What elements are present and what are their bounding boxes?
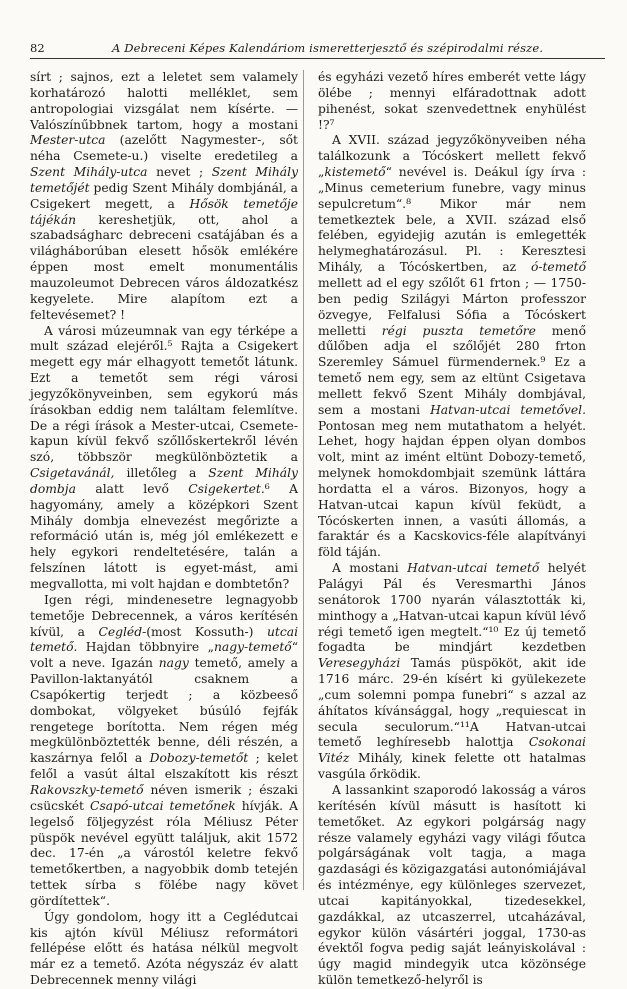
left-text-column [30, 70, 298, 989]
text-run: Hajdan többnyire „ [77, 640, 214, 655]
paragraph [318, 70, 586, 133]
italic-text: Rakovszky-temető [30, 782, 144, 797]
italic-text: nagy-temető [213, 640, 292, 655]
italic-text: Dobozy-temetőt [149, 751, 249, 766]
text-run: mellett ad el egy szőlőt 61 frton ; — 1750-ben pedig Szilágyi Márton professzor özvegye, Felfalusi Sófia a Tócóskert melletti [318, 275, 586, 338]
paragraph [30, 324, 298, 593]
text-run: illetőleg a [114, 466, 209, 481]
text-run: sírt ; sajnos, ezt a leletet sem valamely korhatározó halotti melléklet, sem antropologiai vizsgálat nem kísérte. — Valószínűbbnek tartom, hogy a mostani [30, 70, 298, 132]
paragraph [30, 70, 298, 324]
text-run: A mostani [332, 561, 408, 576]
italic-text: nagy [158, 656, 189, 671]
italic-text: kistemető [324, 165, 386, 180]
italic-text: Csokonai Vitéz [318, 735, 586, 766]
text-run: alatt levő [75, 481, 189, 496]
text-run: és egyházi vezető híres emberét vette lágy ölébe ; mennyi elfáradottnak adott pihenést, sokat szenvedettnek enyhülést !?⁷ [318, 70, 586, 132]
text-run: Úgy gondolom, hogy itt a Ceglédutcai kis ajtón kívül Méliusz reformátori fellépése előtt és hatása nélkül megvolt már ez a temető. Azóta négyszáz év alatt Debrecennek menny világi [30, 909, 298, 988]
italic-text: Hatvan-utcai temető [407, 561, 540, 576]
italic-text: utcai temető. [30, 624, 298, 655]
text-run: ; kelet felől a vasút által elszakított kis részt [30, 751, 298, 782]
text-run: hívják. A legelső följegyzést róla Méliusz Péter püspök nevével együtt találjuk, akit 1572 dec. 17-én „a várostól keletre fekvő temetőkertben, a nagyobbik domb tetején tettek sírba s fölébe nagy követ gördítettek“. [30, 798, 298, 908]
paragraph [30, 593, 298, 910]
text-run: helyét Palágyi Pál és Veresmarthi János senátorok 1700 nyarán választották ki, minthogy a „Hatvan-utcai kapun kívül lévő régi temető igen megtelt.“¹⁰ Ez új temető fogadta be mindjárt kezdetben [318, 561, 586, 655]
text-run: “ nevével is. Deákul így írva : „Minus cemeterium funebre, vagy minus sepulcretum“.⁸ Mikor már nem temetkeztek bele, a XVII. század első felében, egyidejig azután is emlegették helymeghatározásul. Pl. : Keresztesi Mihály, a Tócóskertben, az [318, 165, 586, 275]
italic-text: Csapó-utcai temetőnek [90, 798, 236, 813]
italic-text: Veresegyházi [318, 656, 401, 671]
italic-text: Cegléd- [98, 624, 147, 639]
text-run: pedig Szent Mihály dombjánál, a Csigekert megett, a [30, 180, 298, 211]
paragraph [318, 133, 586, 561]
italic-text: Szent Mihály temetőjét [30, 165, 299, 195]
italic-text: Szent Mihály dombja [30, 466, 298, 496]
italic-text: Mester-utca [30, 133, 106, 148]
page-number: 82 [30, 41, 45, 55]
paragraph [30, 910, 298, 989]
text-run: A XVII. század jegyzőkönyveiben néha találkozunk a Tócóskert mellett fekvő „ [318, 133, 586, 180]
text-run: nevet ; [147, 165, 212, 180]
italic-text: Csigekertet. [188, 481, 265, 496]
text-run: Igen régi, mindenesetre legnagyobb temetője Debrecennek, a város kerítésén kívül, a [30, 592, 298, 639]
text-run: (most Kossuth-) [146, 624, 267, 639]
italic-text: ó-temető [530, 260, 586, 275]
italic-text: Csigetavánál, [30, 466, 115, 481]
column-divider [303, 70, 304, 890]
text-run: kereshetjük, ott, ahol a szabadságharc debreceni csatájában és a világháborúban elesett hősök emlékére éppen most emelt monumentális mauzoleumot Debrecen város áldozatkész kegyelete. Mire alapítom ezt a feltevésemet? ! [30, 212, 298, 322]
text-run: A városi múzeumnak van egy térképe a mult század elejéről.⁵ Rajta a Csigekert megett egy már elhagyott temetőt látunk. Ezt a temetőt sem régi városi jegyzőkönyveinben, sem egykorú más írásokban eddig nem találtam felemlítve. De a régi írások a Mester-utcai, Csemete-kapun kívül fekvő szőllőskertekről lévén szó, többször megkülönböztetik a [30, 323, 298, 465]
paragraph [318, 783, 586, 989]
text-run: (azelőtt Nagymester-, sőt néha Csemete-u.) viselte eredetileg a [30, 133, 298, 164]
text-run: néven ismerik ; északi csücskét [30, 782, 298, 813]
text-run: Mihály, kinek felette ott hatalmas vasgúla őrködik. [318, 751, 586, 782]
italic-text: Szent Mihály-utca [30, 165, 148, 180]
text-run: A lassankint szaporodó lakosság a város kerítésén kívül másutt is hasított ki temetőket. Az egykori polgárság nagy része valamely egyházi vagy világi főutca polgárságának volt tagja, a maga gazdasági és közigazgatási autonómiájával és intézménye, egy különleges szervezet, utcai kapitányokkal, tizedesekkel, gazdákkal, az utcaszerrel, utcaházával, egykor külön vásártéri joggal, 1730-as évektől fogva pedig saját leányiskolával : úgy magid mindegyik utca közönsége külön temetkező-helyről is [318, 782, 586, 988]
text-run: “ volt a neve. Igazán [30, 640, 298, 671]
italic-text: régi puszta temetőre [381, 323, 536, 338]
text-run: temető, amely a Pavillon-laktanyától csaknem a Csapókertig terjedt ; a közbeeső dombokat, völgyeket búsúló fejfák rengetege borította. Nem régen még megkülönböztették benne, déli részén, a kaszárnya felől a [30, 656, 298, 766]
italic-text: Hatvan-utcai temetővel. [430, 402, 587, 417]
right-text-column [318, 70, 586, 989]
running-title: A Debreceni Képes Kalendáriom ismeretterjesztő és szépirodalmi része. [112, 41, 544, 55]
italic-text: Hősök temetője tájékán [30, 196, 298, 227]
paragraph [318, 561, 586, 783]
text-run: menő dűlőben adja el szőlőjét 280 frton Szeremley Sámuel fürmendernek.⁹ Ez a temető nem egy, sem az eltünt Csigetava mellett fekvő Szent Mihály dombjával, sem a mostani [318, 323, 587, 417]
text-run: Tamás püspököt, akit ide 1716 márc. 29-én kísért ki gyülekezete „cum solemni pompa funebri“ s azzal az áhítatos kívánsággal, hogy „requiescat in secula seculorum.“¹¹A Hatvan-utcai temető leghíresebb halottja [318, 656, 586, 750]
text-run: ⁶ A hagyomány, amely a középkori Szent Mihály dombja elnevezést megőrizte a reformáció után is, még jól emlékezett e hely egykori rendeltetésére, talán a felszínen látott is egyet-mást, ami megvallotta, mi volt hajdan e dombtetőn? [30, 481, 298, 591]
text-run: Pontosan meg nem mutathatom a helyét. Lehet, hogy hajdan éppen olyan dombos volt, mint az imént eltünt Dobozy-temető, melynek homokdombjait szemünk láttára hordatta el a város. Bizonyos, hogy a Hatvan-utcai kapun kívül feküdt, a Tócóskerten innen, a vasúti állomás, a faraktár és a Kacskovics-féle alapítványi föld táján. [318, 418, 586, 560]
page-header [30, 38, 605, 59]
